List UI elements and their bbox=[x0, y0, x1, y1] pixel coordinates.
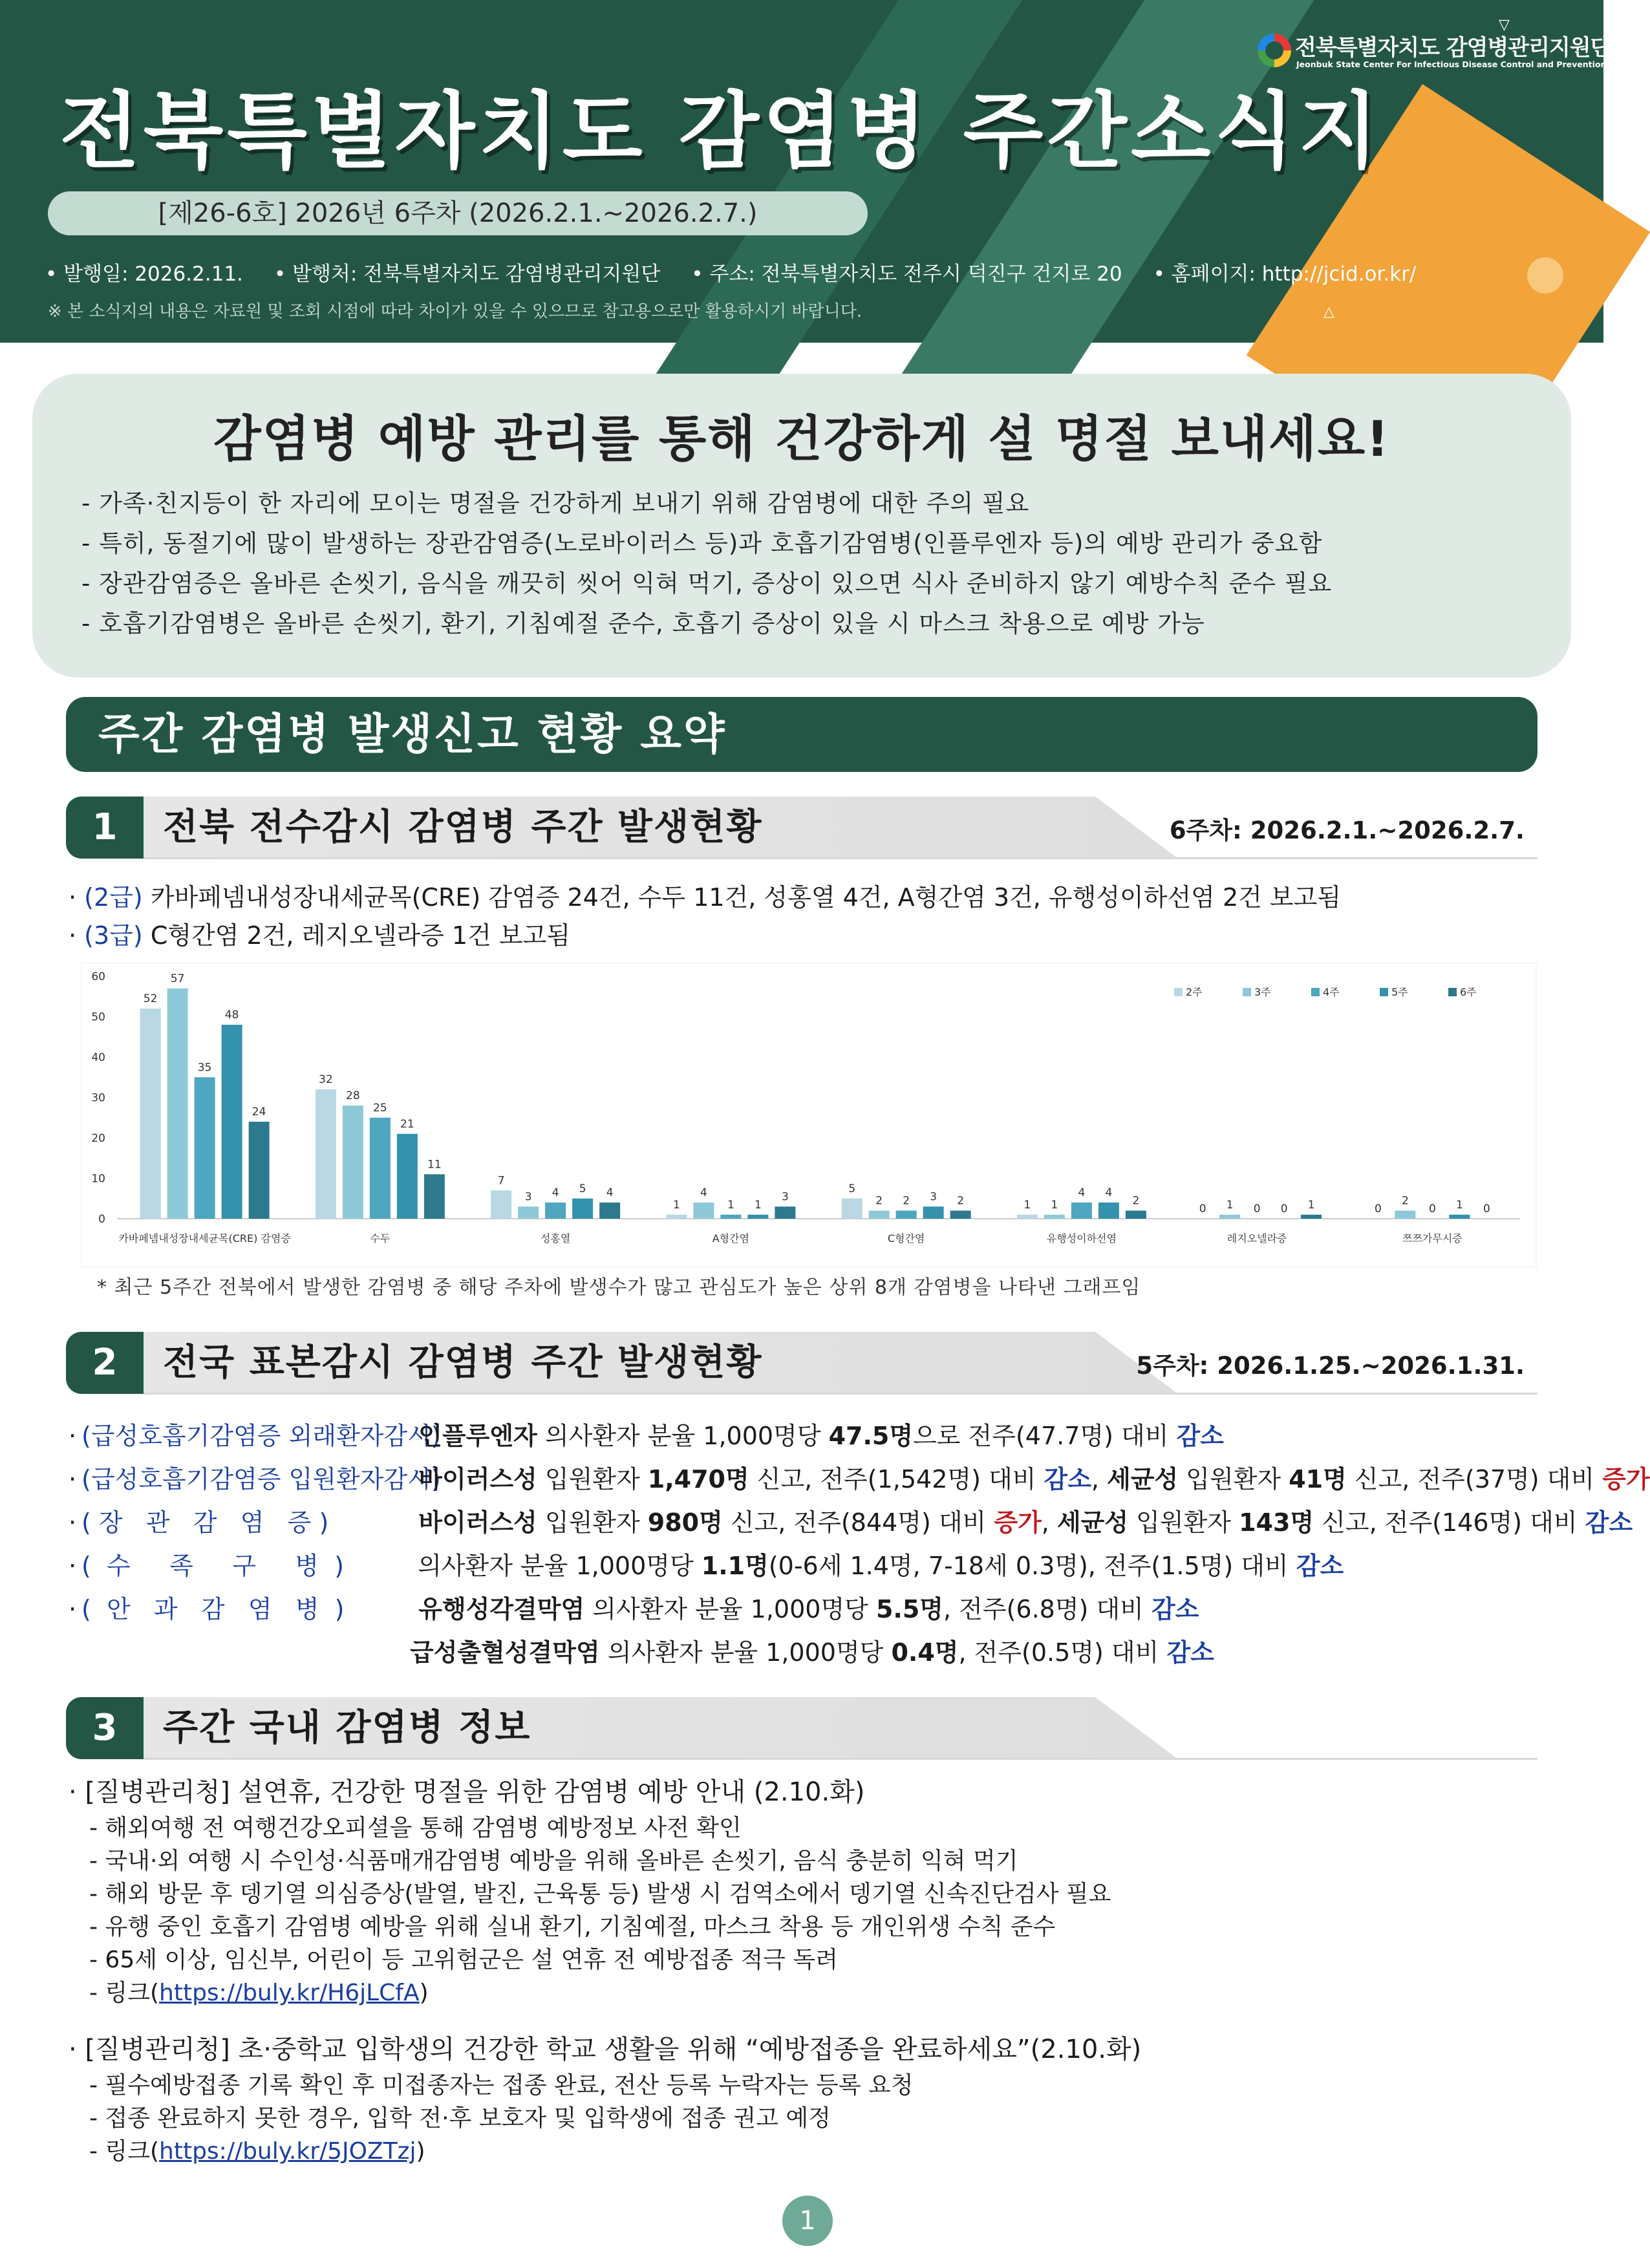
legend-label: 6주 bbox=[1460, 986, 1477, 998]
y-tick-label: 0 bbox=[98, 1213, 105, 1226]
legend-swatch bbox=[1243, 988, 1251, 996]
publish-date: • 발행일: 2026.2.11. bbox=[45, 262, 243, 286]
chart-bar bbox=[343, 1106, 363, 1219]
row-text: 급성출혈성결막염 bbox=[410, 1638, 600, 1667]
chart-bar bbox=[747, 1215, 768, 1219]
news-line: - 65세 이상, 임신부, 어린이 등 고위험군은 설 연휴 전 예방접종 적극 독려 bbox=[89, 1947, 838, 1973]
x-tick-label: 레지오넬라증 bbox=[1227, 1232, 1287, 1245]
chart-bar bbox=[424, 1174, 445, 1219]
bar-value-label: 5 bbox=[848, 1182, 856, 1195]
row-text: 입원환자 bbox=[537, 1465, 648, 1493]
chart-background bbox=[81, 963, 1536, 1267]
row-text: 유행성각결막염 bbox=[410, 1595, 585, 1623]
row-text: 의사환자 분율 1,000명당 bbox=[410, 1552, 702, 1580]
row-text: 신고, 전주(844명) 대비 bbox=[722, 1508, 994, 1537]
chart-bar bbox=[869, 1211, 890, 1219]
bar-value-label: 2 bbox=[1132, 1194, 1140, 1208]
row-text: 1,470명 bbox=[647, 1465, 749, 1493]
bar-value-label: 3 bbox=[930, 1190, 938, 1204]
bar-value-label: 0 bbox=[1280, 1203, 1288, 1215]
bar-value-label: 35 bbox=[197, 1061, 212, 1075]
legend-label: 3주 bbox=[1254, 986, 1271, 998]
legend-swatch bbox=[1174, 988, 1183, 996]
row-text: 세균성 bbox=[1107, 1465, 1179, 1493]
chart-bar bbox=[249, 1122, 270, 1219]
section1-line: · (2급) 카바페넴내성장내세균목(CRE) 감염증 24건, 수두 11건, 성홍열 4건, A형간염 3건, 유행성이하선염 2건 보고됨 bbox=[69, 879, 1341, 915]
news-link-line bbox=[89, 1976, 1556, 2009]
bar-value-label: 7 bbox=[497, 1174, 505, 1188]
summary-banner bbox=[66, 697, 1538, 772]
address: • 주소: 전북특별자치도 전주시 덕진구 건지로 20 bbox=[691, 262, 1122, 286]
y-tick-label: 30 bbox=[91, 1091, 105, 1105]
bar-value-label: 1 bbox=[1307, 1198, 1315, 1212]
chart-bar bbox=[1449, 1215, 1470, 1219]
chart-bar bbox=[545, 1203, 566, 1219]
row-text: 신고, 전주(37명) 대비 bbox=[1346, 1465, 1603, 1493]
summary-title: 주간 감염병 발생신고 현황 요약 bbox=[98, 709, 727, 759]
bar-value-label: 2 bbox=[1401, 1194, 1409, 1208]
chart-bar bbox=[720, 1215, 741, 1219]
surveillance-category: ( 안 과 감 염 병 ) bbox=[81, 1595, 345, 1623]
section2-list bbox=[69, 1415, 1650, 1674]
bar-value-label: 0 bbox=[1253, 1203, 1261, 1215]
news-line: - 해외여행 전 여행건강오피셜을 통해 감염병 예방정보 사전 확인 bbox=[89, 1815, 742, 1841]
legend-swatch bbox=[1380, 988, 1388, 996]
y-tick-label: 20 bbox=[91, 1132, 105, 1145]
chart-bar bbox=[693, 1203, 714, 1219]
bar-value-label: 1 bbox=[1226, 1198, 1234, 1212]
chart-bar bbox=[1017, 1215, 1038, 1219]
row-text: 5.5명 bbox=[875, 1595, 943, 1623]
row-text: 세균성 bbox=[1056, 1508, 1129, 1537]
bar-value-label: 4 bbox=[1105, 1186, 1113, 1199]
bar-value-label: 4 bbox=[606, 1186, 614, 1199]
bar-value-label: 2 bbox=[875, 1194, 883, 1208]
row-text: , 전주(0.5명) 대비 bbox=[958, 1638, 1167, 1667]
grade-tag: (3급) bbox=[84, 921, 143, 950]
bar-value-label: 25 bbox=[373, 1101, 387, 1115]
chart-bar bbox=[1098, 1203, 1119, 1219]
surveillance-category: (급성호흡기감염증 입원환자감시) bbox=[81, 1465, 441, 1493]
chart-bar bbox=[1071, 1203, 1092, 1219]
chart-bar bbox=[370, 1118, 391, 1219]
bar-value-label: 1 bbox=[672, 1198, 680, 1212]
x-tick-label: 성홍열 bbox=[540, 1232, 571, 1245]
header-dot-decoration bbox=[1527, 257, 1563, 294]
publisher: • 발행처: 전북특별자치도 감염병관리지원단 bbox=[273, 262, 661, 286]
news-details bbox=[69, 1812, 1556, 2009]
surveillance-row: ·( 수 족 구 병 ) 의사환자 분율 1,000명당 1.1명(0-6세 1.4명, 7-18세 0.3명), 전주(1.5명) 대비 감소 bbox=[69, 1545, 1581, 1588]
news-line: - 필수예방접종 기록 확인 후 미접종자는 접종 완료, 전산 등록 누락자는 등록 요청 bbox=[89, 2072, 914, 2099]
trend-decrease: 감소 bbox=[1176, 1422, 1224, 1450]
section-divider bbox=[144, 1758, 1538, 1760]
issue-badge bbox=[48, 191, 868, 235]
x-tick-label: 수두 bbox=[370, 1232, 391, 1245]
intro-line: - 장관감염증은 올바른 손씻기, 음식을 깨끗히 씻어 익혀 먹기, 증상이 있으면 식사 준비하지 않기 예방수칙 준수 필요 bbox=[81, 570, 1333, 597]
news-link-line bbox=[89, 2135, 1556, 2168]
bar-value-label: 4 bbox=[1078, 1186, 1086, 1199]
x-tick-label: A형간염 bbox=[712, 1232, 750, 1245]
bar-value-label: 28 bbox=[346, 1089, 360, 1102]
chart-bar bbox=[1126, 1211, 1146, 1219]
row-text: 143명 bbox=[1239, 1508, 1314, 1537]
news-item-1 bbox=[69, 1773, 1556, 2009]
section1-text: 카바페넴내성장내세균목(CRE) 감염증 24건, 수두 11건, 성홍열 4건, A형간염 3건, 유행성이하선염 2건 보고됨 bbox=[150, 883, 1342, 912]
row-text: 입원환자 bbox=[1128, 1508, 1239, 1537]
surveillance-row: ·( 장 관 감 염 증 ) 바이러스성 입원환자 980명 신고, 전주(844명) 대비 증가, 세균성 입원환자 143명 신고, 전주(146명) 대비 감소 bbox=[69, 1501, 1581, 1545]
row-text: 980명 bbox=[647, 1508, 723, 1537]
intro-line: - 호흡기감염병은 올바른 손씻기, 환기, 기침예절 준수, 호흡기 증상이 있을 시 마스크 착용으로 예방 가능 bbox=[81, 610, 1205, 637]
trend-increase: 증가 bbox=[1602, 1465, 1650, 1493]
page-number: 1 bbox=[782, 2196, 833, 2246]
row-text: 의사환자 분율 1,000명당 bbox=[599, 1638, 892, 1667]
trend-decrease: 감소 bbox=[1044, 1465, 1091, 1493]
y-tick-label: 40 bbox=[91, 1051, 105, 1064]
bar-chart-svg bbox=[81, 963, 1536, 1267]
bar-value-label: 3 bbox=[781, 1190, 789, 1204]
section-title: 전북 전수감시 감염병 주간 발생현황 bbox=[163, 806, 763, 848]
page-title: 전북특별자치도 감염병 주간소식지 bbox=[59, 83, 1382, 180]
row-text: 신고, 전주(146명) 대비 bbox=[1314, 1508, 1585, 1537]
bar-value-label: 1 bbox=[727, 1198, 734, 1212]
surveillance-category: (급성호흡기감염증 외래환자감시) bbox=[81, 1422, 441, 1450]
intro-title: 감염병 예방 관리를 통해 건강하게 설 명절 보내세요! bbox=[213, 410, 1390, 467]
section-2-header bbox=[66, 1332, 1538, 1394]
intro-box bbox=[32, 374, 1571, 678]
row-text: 입원환자 bbox=[1178, 1465, 1289, 1493]
chart-bar bbox=[896, 1211, 917, 1219]
row-text: 입원환자 bbox=[537, 1508, 648, 1537]
trend-decrease: 감소 bbox=[1585, 1508, 1633, 1537]
legend-label: 5주 bbox=[1391, 986, 1408, 998]
chart-bar bbox=[195, 1077, 215, 1219]
section-divider bbox=[144, 1393, 1538, 1395]
bar-value-label: 0 bbox=[1199, 1203, 1206, 1215]
chart-bar bbox=[1044, 1215, 1065, 1219]
row-text: 의사환자 분율 1,000명당 bbox=[537, 1422, 829, 1450]
triangle-icon: △ bbox=[1323, 304, 1334, 320]
row-text: (0-6세 1.4명, 7-18세 0.3명), 전주(1.5명) 대비 bbox=[768, 1552, 1296, 1580]
intro-list bbox=[81, 484, 1556, 644]
row-text: 바이러스성 bbox=[410, 1508, 537, 1537]
y-tick-label: 10 bbox=[91, 1172, 105, 1186]
chart-bar bbox=[775, 1206, 795, 1219]
surveillance-row: ·(급성호흡기감염증 입원환자감시) 바이러스성 입원환자 1,470명 신고, 전주(1,542명) 대비 감소, 세균성 입원환자 41명 신고, 전주(37명) 대비 증가 bbox=[69, 1458, 1581, 1501]
bar-value-label: 21 bbox=[400, 1117, 414, 1131]
chart-bar bbox=[518, 1206, 539, 1219]
weekly-cases-chart bbox=[81, 963, 1536, 1267]
bar-value-label: 2 bbox=[903, 1194, 910, 1208]
section-title: 전국 표본감시 감염병 주간 발생현황 bbox=[163, 1342, 763, 1384]
chart-bar bbox=[316, 1089, 336, 1219]
bar-value-label: 0 bbox=[1428, 1203, 1436, 1215]
chart-bar bbox=[842, 1199, 862, 1219]
chart-bar bbox=[666, 1215, 687, 1219]
logo-mark-icon bbox=[1258, 34, 1291, 67]
row-text: 47.5명 bbox=[828, 1422, 914, 1450]
disclaimer-note: ※ 본 소식지의 내용은 자료원 및 조회 시점에 따라 차이가 있을 수 있으므로 참고용으로만 활용하시기 바랍니다. bbox=[48, 302, 862, 321]
bar-value-label: 48 bbox=[224, 1009, 239, 1022]
bar-value-label: 2 bbox=[957, 1194, 965, 1208]
row-text: 신고, 전주(1,542명) 대비 bbox=[749, 1465, 1044, 1493]
news-line: - 해외 방문 후 뎅기열 의심증상(발열, 발진, 근육통 등) 발생 시 검역소에서 뎅기열 신속진단검사 필요 bbox=[89, 1881, 1111, 1907]
issue-label: [제26-6호] 2026년 6주차 (2026.2.1.~2026.2.7.) bbox=[158, 198, 758, 228]
section-title: 주간 국내 감염병 정보 bbox=[163, 1707, 531, 1749]
logo-korean-name: 전북특별자치도 감염병관리지원단 bbox=[1295, 35, 1611, 61]
bar-value-label: 32 bbox=[319, 1073, 333, 1086]
news-details bbox=[69, 2069, 1556, 2168]
legend-swatch bbox=[1448, 988, 1457, 996]
news-line: - 유행 중인 호흡기 감염병 예방을 위해 실내 환기, 기침예절, 마스크 착용 등 개인위생 수칙 준수 bbox=[89, 1914, 1056, 1940]
row-text: 바이러스성 bbox=[410, 1465, 537, 1493]
row-text: 의사환자 분율 1,000명당 bbox=[584, 1595, 876, 1623]
legend-label: 4주 bbox=[1323, 986, 1340, 998]
x-tick-label: 유행성이하선염 bbox=[1046, 1232, 1117, 1245]
x-tick-label: 카바페넴내성장내세균목(CRE) 감염증 bbox=[118, 1232, 291, 1245]
bar-value-label: 57 bbox=[170, 972, 185, 985]
surveillance-row: ·( 안 과 감 염 병 ) 유행성각결막염 의사환자 분율 1,000명당 5.5명, 전주(6.8명) 대비 감소 bbox=[69, 1588, 1581, 1631]
link-prefix: - 링크( bbox=[89, 2138, 160, 2165]
bar-value-label: 52 bbox=[143, 992, 158, 1005]
homepage-link[interactable]: • 홈페이지: http://jcid.or.kr/ bbox=[1153, 262, 1417, 286]
section1-text: C형간염 2건, 레지오넬라증 1건 보고됨 bbox=[150, 921, 571, 950]
bar-value-label: 1 bbox=[754, 1198, 762, 1212]
link-prefix: - 링크( bbox=[89, 1980, 160, 2006]
news-line: - 접종 완료하지 못한 경우, 입학 전·후 보호자 및 입학생에 접종 권고 예정 bbox=[89, 2105, 831, 2132]
chart-bar bbox=[1219, 1215, 1240, 1219]
row-text: 으로 전주(47.7명) 대비 bbox=[913, 1422, 1177, 1450]
chart-bar bbox=[572, 1199, 593, 1219]
bar-value-label: 4 bbox=[700, 1186, 707, 1199]
chart-bar bbox=[222, 1025, 242, 1219]
y-tick-label: 50 bbox=[91, 1011, 105, 1024]
intro-line: - 특히, 동절기에 많이 발생하는 장관감염증(노로바이러스 등)과 호흡기감염병(인플루엔자 등)의 예방 관리가 중요함 bbox=[81, 530, 1323, 557]
link-suffix: ) bbox=[419, 1980, 429, 2006]
chart-footnote: * 최근 5주간 전북에서 발생한 감염병 중 해당 주차에 발생수가 많고 관심도가 높은 상위 8개 감염병을 나타낸 그래프임 bbox=[97, 1276, 1141, 1299]
section-3-header bbox=[66, 1697, 1538, 1759]
trend-decrease: 감소 bbox=[1151, 1595, 1199, 1623]
chart-bar bbox=[140, 1009, 161, 1219]
news-item-2 bbox=[69, 2030, 1556, 2168]
section1-line: · (3급) C형간염 2건, 레지오넬라증 1건 보고됨 bbox=[69, 917, 570, 954]
section-date: 6주차: 2026.2.1.~2026.2.7. bbox=[1169, 817, 1525, 844]
bar-value-label: 3 bbox=[524, 1190, 532, 1204]
chart-bar bbox=[950, 1211, 971, 1219]
surveillance-row: ·(급성호흡기감염증 외래환자감시) 인플루엔자 의사환자 분율 1,000명당 47.5명으로 전주(47.7명) 대비 감소 bbox=[69, 1415, 1581, 1458]
bar-value-label: 1 bbox=[1023, 1198, 1031, 1212]
bar-value-label: 1 bbox=[1455, 1198, 1463, 1212]
chart-bar bbox=[491, 1190, 511, 1219]
news-heading: · [질병관리청] 초·중학교 입학생의 건강한 학교 생활을 위해 “예방접종을 완료하세요”(2.10.화) bbox=[69, 2035, 1142, 2064]
publication-info bbox=[45, 257, 1532, 286]
x-tick-label: 쯔쯔가무시증 bbox=[1402, 1232, 1462, 1245]
trend-decrease: 감소 bbox=[1166, 1638, 1214, 1667]
newsletter-header bbox=[0, 0, 1611, 343]
row-text: , 전주(6.8명) 대비 bbox=[943, 1595, 1152, 1623]
y-tick-label: 60 bbox=[91, 970, 105, 983]
bar-value-label: 5 bbox=[579, 1182, 586, 1195]
intro-line: - 가족·친지등이 한 자리에 모이는 명절을 건강하게 보내기 위해 감염병에 대한 주의 필요 bbox=[81, 489, 1030, 517]
section-number: 1 bbox=[66, 797, 144, 859]
news-link[interactable]: https://buly.kr/5JOZTzj bbox=[159, 2138, 416, 2165]
legend-swatch bbox=[1311, 988, 1320, 996]
section-number: 3 bbox=[66, 1697, 144, 1759]
bar-value-label: 24 bbox=[252, 1106, 266, 1118]
bar-value-label: 0 bbox=[1483, 1203, 1490, 1215]
chart-bar bbox=[1395, 1211, 1415, 1219]
surveillance-category: ( 장 관 감 염 증 ) bbox=[81, 1508, 329, 1537]
surveillance-category: ( 수 족 구 병 ) bbox=[81, 1552, 344, 1580]
chart-bar bbox=[1301, 1215, 1322, 1219]
row-text: 인플루엔자 bbox=[410, 1422, 537, 1450]
chart-bar bbox=[923, 1206, 944, 1219]
row-text: 41명 bbox=[1289, 1465, 1347, 1493]
section-divider bbox=[144, 857, 1538, 859]
bar-value-label: 1 bbox=[1051, 1198, 1058, 1212]
section-number: 2 bbox=[66, 1332, 144, 1394]
bar-value-label: 0 bbox=[1374, 1203, 1382, 1215]
chart-bar bbox=[167, 989, 188, 1219]
news-heading: · [질병관리청] 설연휴, 건강한 명절을 위한 감염병 예방 안내 (2.10.화) bbox=[69, 1777, 865, 1807]
grade-tag: (2급) bbox=[84, 883, 143, 912]
triangle-icon: ▽ bbox=[1499, 17, 1510, 33]
row-text: 1.1명 bbox=[701, 1552, 769, 1580]
surveillance-row bbox=[69, 1631, 1581, 1674]
x-tick-label: C형간염 bbox=[887, 1232, 925, 1245]
chart-bar bbox=[599, 1203, 620, 1219]
logo-english-name: Jeonbuk State Center For Infectious Disease Control and Prevention bbox=[1296, 59, 1607, 69]
row-text: 0.4명 bbox=[891, 1638, 959, 1667]
link-suffix: ) bbox=[416, 2138, 425, 2165]
trend-decrease: 감소 bbox=[1296, 1552, 1344, 1580]
news-line: - 국내·외 여행 시 수인성·식품매개감염병 예방을 위해 올바른 손씻기, 음식 충분히 익혀 먹기 bbox=[89, 1848, 1018, 1874]
legend-label: 2주 bbox=[1186, 986, 1203, 998]
bar-value-label: 4 bbox=[552, 1186, 559, 1199]
chart-bar bbox=[397, 1134, 418, 1219]
section-1-header bbox=[66, 797, 1538, 859]
news-link[interactable]: https://buly.kr/H6jLCfA bbox=[159, 1980, 420, 2006]
bar-value-label: 11 bbox=[427, 1158, 442, 1171]
row-text: , bbox=[1091, 1465, 1108, 1493]
section-date: 5주차: 2026.1.25.~2026.1.31. bbox=[1136, 1352, 1525, 1380]
row-text: , bbox=[1041, 1508, 1057, 1537]
trend-increase: 증가 bbox=[994, 1508, 1042, 1537]
